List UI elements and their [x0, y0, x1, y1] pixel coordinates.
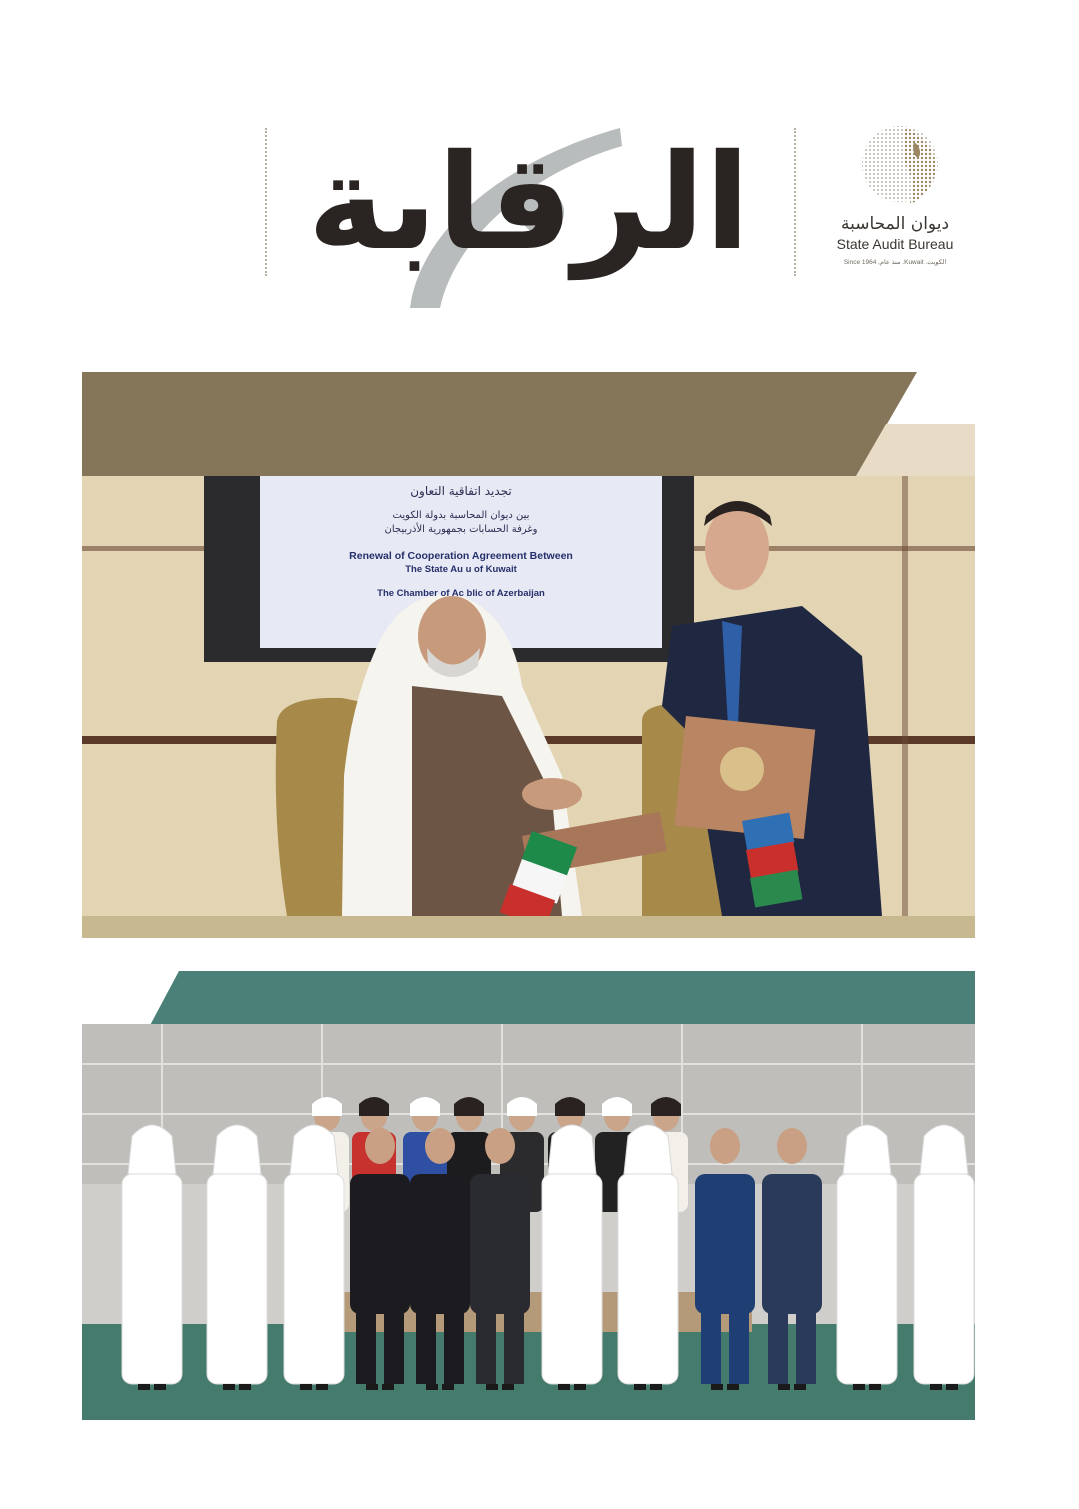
tan-banner-accent	[856, 424, 975, 476]
masthead	[290, 118, 770, 328]
brown-banner	[82, 372, 917, 476]
masthead-title: الرقابة	[307, 126, 750, 280]
front-row-person	[284, 1125, 344, 1390]
front-row-person	[837, 1125, 897, 1390]
logo-since-line: Since 1964 ,منذ عام .Kuwait .الكويت	[843, 259, 947, 266]
signing-ceremony-photo	[82, 476, 975, 938]
screen-line1-arabic: بين ديوان المحاسبة بدولة الكويت	[392, 510, 530, 521]
front-row-person	[618, 1125, 678, 1390]
screen-title-arabic: تجديد اتفاقية التعاون	[410, 484, 512, 498]
front-row-person	[542, 1125, 602, 1390]
front-row-person	[914, 1125, 974, 1390]
state-audit-bureau-logo	[820, 120, 970, 280]
group-people	[82, 1024, 975, 1420]
front-row-person	[762, 1128, 822, 1390]
front-row-person	[207, 1125, 267, 1390]
screen-line2-english: The Chamber of Ac blic of Azerbaijan	[377, 588, 545, 599]
delegation-group-photo	[82, 1024, 975, 1420]
screen-title-english: Renewal of Cooperation Agreement Between	[349, 550, 573, 562]
front-row-person	[122, 1125, 182, 1390]
header-divider-right	[794, 128, 796, 276]
screen-line1-english: The State Au u of Kuwait	[405, 564, 517, 575]
front-row-person	[695, 1128, 755, 1390]
presentation-screen	[260, 480, 662, 648]
logo-english-name: State Audit Bureau	[836, 236, 954, 252]
logo-arabic-name: ديوان المحاسبة	[840, 214, 950, 234]
globe-logo-icon	[860, 120, 940, 208]
screen-line2-arabic: وغرفة الحسابات بجمهورية الأذربيجان	[384, 524, 538, 535]
header-divider-left	[265, 128, 267, 276]
